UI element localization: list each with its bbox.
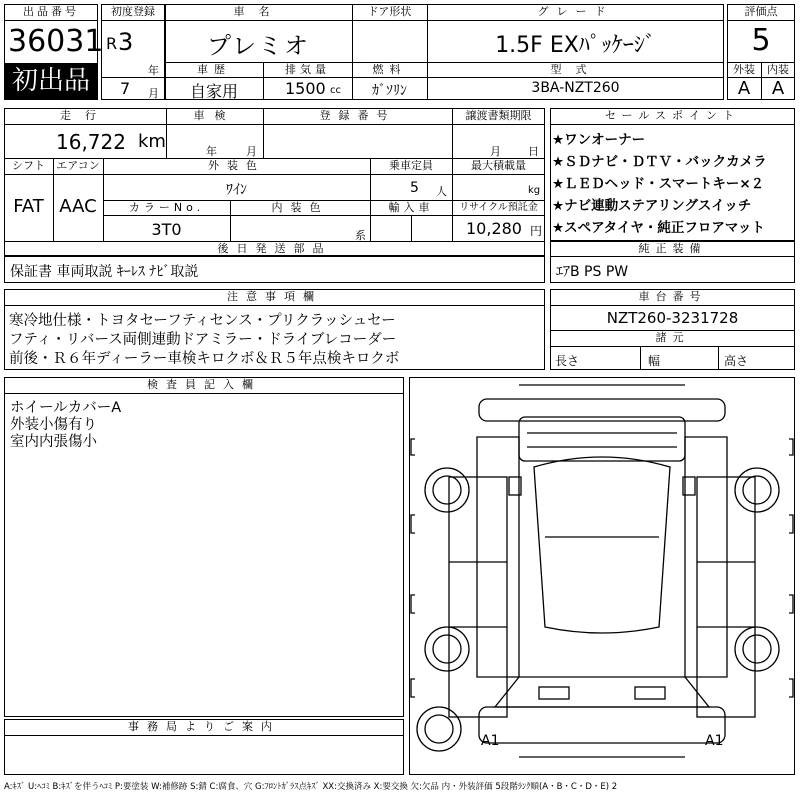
ac: AAC bbox=[59, 196, 97, 217]
inspection-label: 車検 bbox=[193, 109, 236, 122]
rear-bumper bbox=[479, 399, 725, 421]
reg-era: R bbox=[106, 34, 118, 53]
exterior-grade: A bbox=[737, 78, 751, 99]
selling-point-5: ★スペアタイヤ・純正フロアマット bbox=[552, 220, 765, 236]
displacement-unit: cc bbox=[330, 85, 341, 96]
plate-label: 登録番号 bbox=[319, 109, 396, 122]
shift-label: シフト bbox=[12, 159, 45, 172]
reg-year: 3 bbox=[118, 28, 134, 56]
selling-point-3: ★ＬＥＤヘッド・スマートキー×２ bbox=[552, 176, 765, 192]
mileage-unit: km bbox=[138, 131, 166, 152]
exterior-label: 外装 bbox=[733, 63, 755, 76]
selling-point-4: ★ナビ連動ステアリングスイッチ bbox=[552, 198, 752, 214]
car-diagram bbox=[409, 377, 795, 775]
capacity: 5 bbox=[410, 180, 419, 196]
wheel-front-left bbox=[425, 627, 469, 671]
height-label: 高さ bbox=[724, 354, 749, 368]
equipment-label: 純正装備 bbox=[638, 242, 707, 255]
import-label: 輸入車 bbox=[388, 201, 434, 214]
recycle-unit: 円 bbox=[530, 224, 543, 238]
model: 3BA-NZT260 bbox=[531, 80, 620, 96]
fuel: ｶﾞｿﾘﾝ bbox=[372, 83, 407, 99]
load-label: 最大積載量 bbox=[471, 159, 526, 172]
mark-rear-left: A1 bbox=[481, 733, 500, 749]
interior-color-label: 内装色 bbox=[271, 201, 329, 214]
fuel-label: 燃料 bbox=[372, 63, 407, 76]
displacement-label: 排気量 bbox=[285, 63, 330, 76]
score: 5 bbox=[751, 23, 771, 58]
width-label: 幅 bbox=[648, 354, 661, 368]
first-reg-label: 初度登録 bbox=[111, 5, 155, 18]
body-outline bbox=[477, 437, 519, 677]
wheel-rear-right bbox=[735, 468, 779, 512]
ac-label: エアコン bbox=[56, 159, 100, 172]
notes-line-3: 前後・Ｒ６年ディーラー車検キロクボ＆Ｒ５年点検キロクボ bbox=[9, 351, 400, 367]
spare-wheel bbox=[417, 707, 461, 751]
capacity-label: 乗車定員 bbox=[389, 159, 433, 172]
shift: FAT bbox=[13, 196, 44, 217]
later-parts: 保証書 車両取説 ｷｰﾚｽ ﾅﾋﾞ取説 bbox=[10, 264, 199, 280]
inspection-month-unit: 月 bbox=[246, 145, 257, 158]
lot-number-label: 出品番号 bbox=[23, 5, 79, 18]
chassis-label: 車台番号 bbox=[638, 290, 707, 303]
dimensions-label: 諸元 bbox=[655, 331, 690, 344]
reg-year-unit: 年 bbox=[148, 64, 159, 77]
selling-point-1: ★ワンオーナー bbox=[552, 132, 646, 148]
wheel-rear-left bbox=[425, 468, 469, 512]
inspector-line-2: 外装小傷有り bbox=[10, 417, 97, 433]
chassis-number: NZT260-3231728 bbox=[606, 309, 739, 327]
first-listing-badge: 初出品 bbox=[5, 64, 97, 99]
score-label: 評価点 bbox=[744, 5, 778, 18]
inspector-line-3: 室内内張傷小 bbox=[10, 434, 97, 450]
selling-points-label: セールスポイント bbox=[604, 109, 740, 122]
grille bbox=[539, 687, 569, 699]
history: 自家用 bbox=[189, 82, 238, 101]
later-parts-label: 後日発送部品 bbox=[217, 242, 332, 255]
load-unit: kg bbox=[528, 185, 541, 196]
car-name-label: 車名 bbox=[233, 5, 284, 18]
displacement: 1500 bbox=[285, 79, 326, 98]
color-no: 3T0 bbox=[151, 220, 182, 239]
capacity-unit: 人 bbox=[436, 185, 447, 198]
inspection-year-unit: 年 bbox=[206, 145, 217, 158]
mark-rear-right: A1 bbox=[705, 733, 724, 749]
reg-month: 7 bbox=[120, 79, 131, 98]
notes-label: 注意事項欄 bbox=[227, 290, 322, 303]
wheel-front-right bbox=[735, 627, 779, 671]
legend: A:ｷｽﾞ U:ﾍｺﾐ B:ｷｽﾞを伴うﾍｺﾐ P:要塗装 W:補修跡 S:錆 C:腐食、穴 G:ﾌﾛﾝﾄｶﾞﾗｽ点ｷｽﾞ XX:交換済み X:要交換 欠:欠品 内・外装評価 5段階ﾗﾝｸ順(A・B・C・D・E) 2 bbox=[4, 782, 618, 792]
inspector-line-1: ホイールカバーA bbox=[10, 400, 122, 416]
car-name: プレミオ bbox=[206, 32, 311, 60]
left-side bbox=[449, 477, 507, 717]
mileage: 16,722 bbox=[56, 130, 126, 154]
front-bumper bbox=[479, 707, 725, 743]
door-label: ドア形状 bbox=[367, 5, 412, 18]
interior-color-unit: 系 bbox=[355, 229, 366, 242]
model-label: 型式 bbox=[550, 63, 601, 76]
rear-window bbox=[519, 417, 685, 461]
color-no-label: カラーNo. bbox=[128, 201, 205, 214]
transfer-day-unit: 日 bbox=[528, 145, 539, 158]
notes-line-2: フティ・リバース両側連動ドアミラー・ドライブレコーダー bbox=[9, 332, 397, 348]
transfer-month-unit: 月 bbox=[490, 145, 501, 158]
interior-grade: A bbox=[771, 78, 785, 99]
recycle-label: リサイクル預託金 bbox=[459, 202, 538, 213]
length-label: 長さ bbox=[555, 354, 580, 368]
roof bbox=[534, 457, 670, 633]
grade: 1.5F EXﾊﾟｯｹｰｼﾞ bbox=[495, 33, 656, 58]
color: ﾜｲﾝ bbox=[226, 182, 247, 198]
equipment: ｴｱB PS PW bbox=[556, 264, 629, 280]
right-side bbox=[697, 477, 755, 717]
lot-number: 36031 bbox=[8, 24, 104, 59]
interior-label: 内装 bbox=[767, 63, 789, 76]
recycle-fee: 10,280 bbox=[466, 219, 522, 238]
selling-point-2: ★ＳＤナビ・ＤＴＶ・バックカメラ bbox=[552, 154, 767, 170]
history-label: 車歴 bbox=[197, 63, 231, 76]
mileage-label: 走行 bbox=[60, 109, 110, 122]
reg-month-unit: 月 bbox=[148, 87, 159, 100]
inspector-label: 検査員記入欄 bbox=[147, 378, 261, 391]
grade-label: グレード bbox=[537, 5, 614, 18]
hood bbox=[495, 677, 709, 707]
color-label: 外装色 bbox=[208, 159, 265, 172]
office-label: 事務局よりご案内 bbox=[128, 720, 280, 733]
notes-line-1: 寒冷地仕様・トヨタセーフティセンス・プリクラッシュセー bbox=[9, 313, 396, 329]
transfer-label: 譲渡書類期限 bbox=[465, 109, 532, 122]
